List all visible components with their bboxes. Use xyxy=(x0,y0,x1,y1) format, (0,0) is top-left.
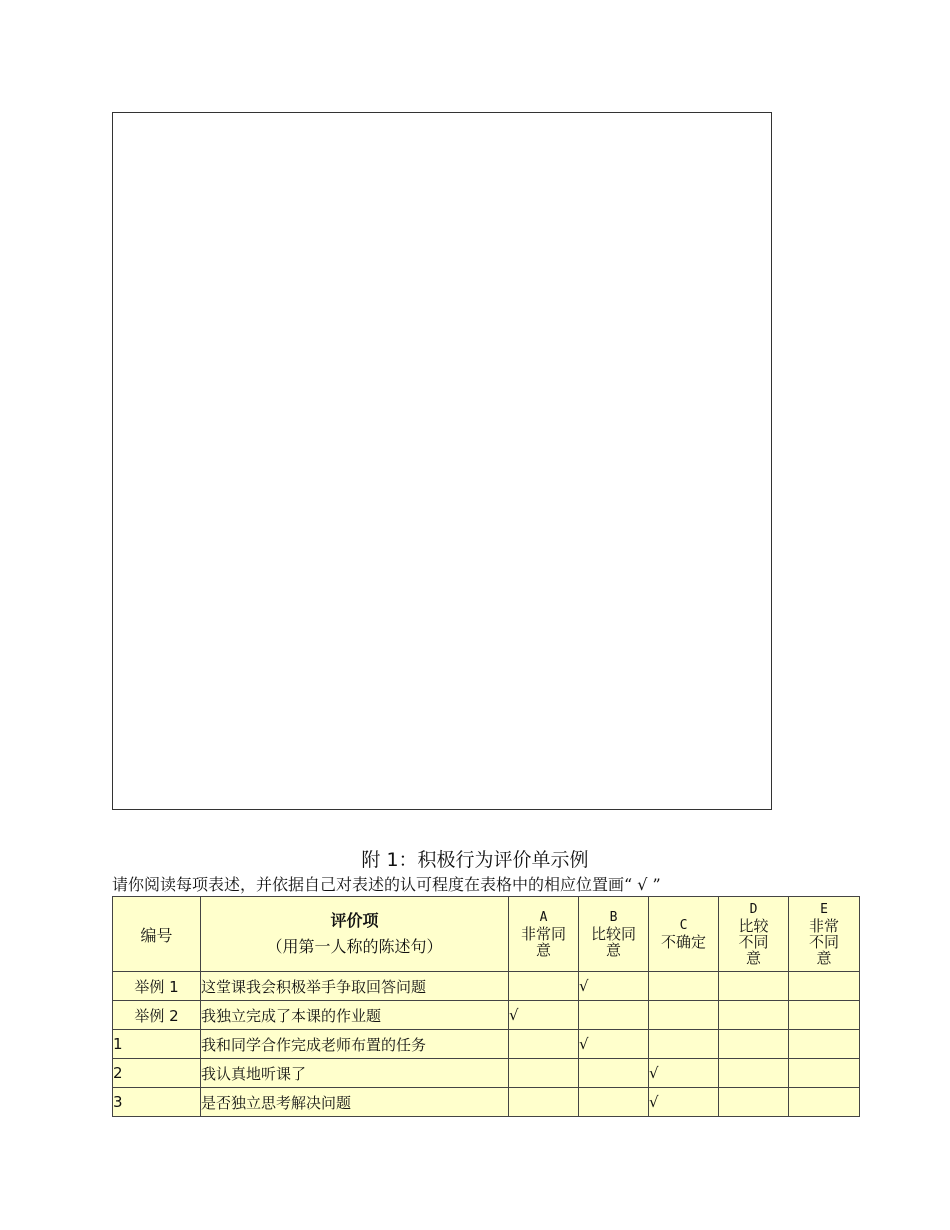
row-mark-cell[interactable] xyxy=(719,972,789,1001)
row-mark-cell[interactable] xyxy=(649,1030,719,1059)
row-mark-cell[interactable] xyxy=(509,1059,579,1088)
header-item-sub: （用第一人称的陈述句） xyxy=(266,937,443,956)
row-mark-cell[interactable] xyxy=(719,1030,789,1059)
row-id: 举例 2 xyxy=(113,1001,201,1030)
header-item xyxy=(201,897,509,972)
row-mark-cell[interactable] xyxy=(789,1030,860,1059)
table-header-row xyxy=(113,897,860,972)
row-item: 这堂课我会积极举手争取回答问题 xyxy=(201,972,509,1001)
header-option-b xyxy=(579,897,649,972)
row-mark-cell[interactable] xyxy=(789,1059,860,1088)
header-option-letter: E xyxy=(820,902,828,917)
table-row xyxy=(113,1001,860,1030)
row-mark-cell[interactable] xyxy=(719,1001,789,1030)
header-id: 编号 xyxy=(113,897,201,972)
row-id: 举例 1 xyxy=(113,972,201,1001)
row-id: 1 xyxy=(113,1030,201,1059)
page-title: 附 1：积极行为评价单示例 xyxy=(361,849,589,871)
row-mark-cell[interactable] xyxy=(579,1059,649,1088)
header-option-label: 比较不同意 xyxy=(738,917,769,967)
row-mark-cell[interactable] xyxy=(789,1088,860,1117)
header-option-label: 非常不同意 xyxy=(808,917,839,967)
evaluation-table xyxy=(112,896,860,1117)
table-row xyxy=(113,1030,860,1059)
table-row xyxy=(113,1088,860,1117)
row-mark-cell[interactable] xyxy=(509,972,579,1001)
row-mark-cell[interactable] xyxy=(649,1001,719,1030)
header-option-label: 比较同意 xyxy=(591,925,637,959)
row-mark-cell[interactable] xyxy=(649,972,719,1001)
blank-image-frame xyxy=(112,112,772,810)
row-mark-cell[interactable] xyxy=(509,1088,579,1117)
row-id: 3 xyxy=(113,1088,201,1117)
header-option-letter: C xyxy=(679,918,688,933)
row-mark-cell[interactable]: √ xyxy=(649,1088,719,1117)
row-item: 我认真地听课了 xyxy=(201,1059,509,1088)
header-option-a xyxy=(509,897,579,972)
instruction-text: 请你阅读每项表述，并依据自己对表述的认可程度在表格中的相应位置画“ √ ” xyxy=(112,875,661,894)
header-option-d xyxy=(719,897,789,972)
header-option-c xyxy=(649,897,719,972)
row-item: 是否独立思考解决问题 xyxy=(201,1088,509,1117)
row-mark-cell[interactable] xyxy=(719,1088,789,1117)
table-row xyxy=(113,972,860,1001)
table-row xyxy=(113,1059,860,1088)
header-option-letter: A xyxy=(539,910,548,925)
header-option-letter: B xyxy=(609,910,618,925)
header-option-label: 非常同意 xyxy=(521,925,567,959)
row-mark-cell[interactable] xyxy=(579,1001,649,1030)
row-mark-cell[interactable] xyxy=(719,1059,789,1088)
header-item-main: 评价项 xyxy=(330,911,379,930)
row-mark-cell[interactable]: √ xyxy=(579,1030,649,1059)
row-id: 2 xyxy=(113,1059,201,1088)
row-mark-cell[interactable]: √ xyxy=(649,1059,719,1088)
row-item: 我和同学合作完成老师布置的任务 xyxy=(201,1030,509,1059)
row-mark-cell[interactable]: √ xyxy=(509,1001,579,1030)
row-item: 我独立完成了本课的作业题 xyxy=(201,1001,509,1030)
row-mark-cell[interactable] xyxy=(789,972,860,1001)
header-option-letter: D xyxy=(749,902,758,917)
header-option-e xyxy=(789,897,860,972)
row-mark-cell[interactable] xyxy=(509,1030,579,1059)
row-mark-cell[interactable]: √ xyxy=(579,972,649,1001)
row-mark-cell[interactable] xyxy=(789,1001,860,1030)
row-mark-cell[interactable] xyxy=(579,1088,649,1117)
header-option-label: 不确定 xyxy=(661,933,707,951)
